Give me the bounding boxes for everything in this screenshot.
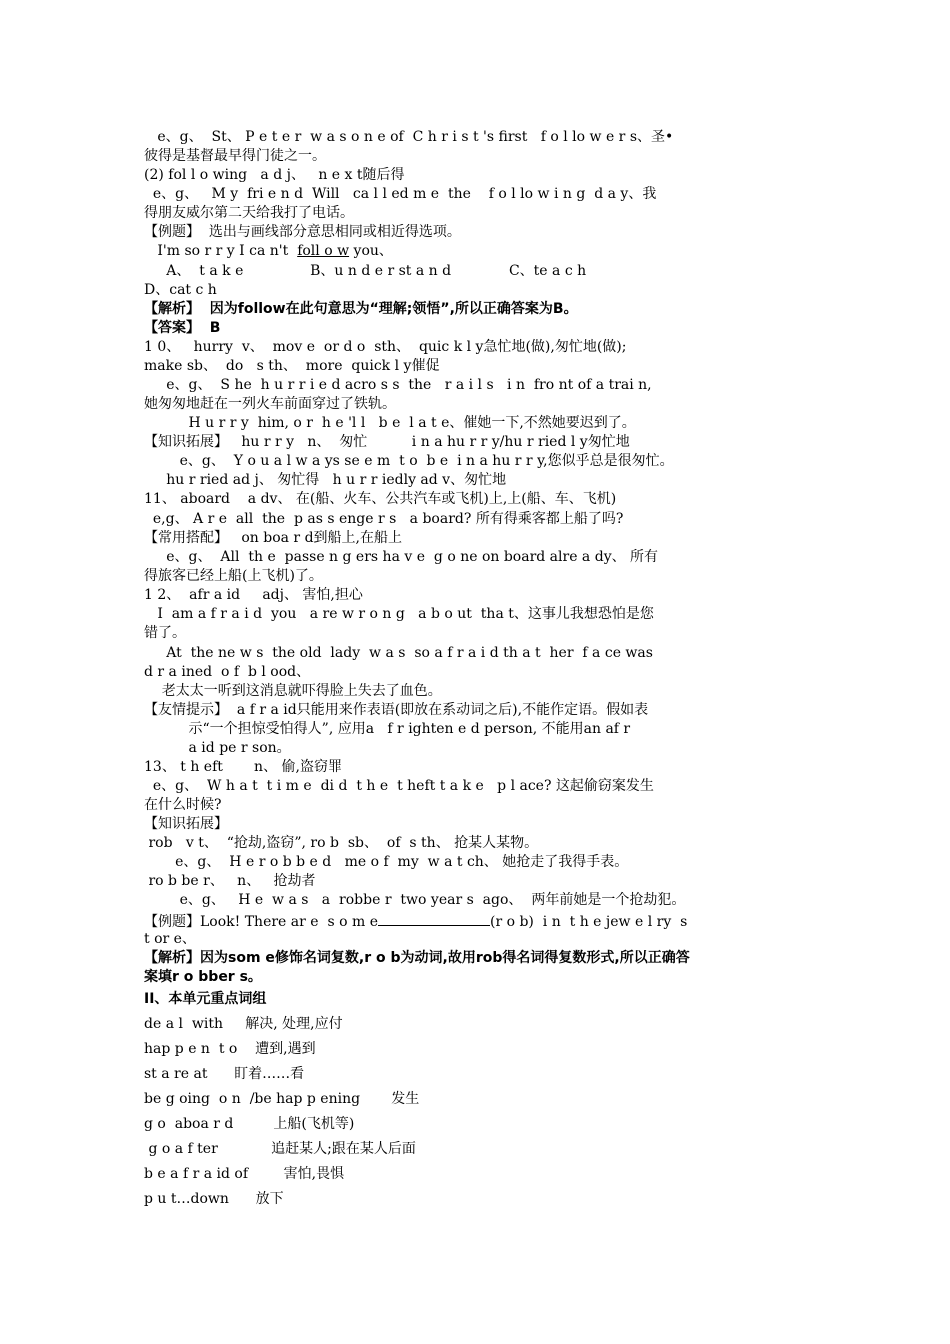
text-line: I am a f r a i d you a re w r o n g a b o ut tha t、这事儿我想恐怕是您	[144, 606, 654, 622]
phrase-item: st a re at 盯着……看	[144, 1066, 305, 1082]
text-line: e、g、 All th e passe n g ers ha v e g o ne on board alre a dy、 所有	[144, 549, 659, 565]
text-line: 1 2、 afr a id adj、 害怕,担心	[144, 587, 363, 603]
text-line: a id pe r son。	[144, 740, 291, 756]
text-line: 1 0、 hurry v、 mov e or d o sth、 quic k l y急忙地(做),匆忙地(做);	[144, 339, 627, 355]
question-tail: you、	[349, 243, 393, 259]
text-line: e、g、 W h a t t i m e di d t h e t heft t a k e p l ace? 这起偷窃案发生	[144, 778, 654, 794]
text-line: 【友情提示】 a f r a id只能用来作表语(即放在系动词之后),不能作定语。假如表	[144, 702, 649, 718]
text-line: ro b be r、 n、 抢劫者	[144, 873, 316, 889]
analysis-line: 案填r o bber s。	[144, 969, 262, 985]
text-line: e、g、 H e w a s a robbe r two year s ago、 两年前她是一个抢劫犯。	[144, 892, 686, 908]
underlined-word: foll o w	[297, 243, 350, 259]
section-heading: II、本单元重点词组	[144, 991, 267, 1007]
text-line: 11、 aboard a dv、 在(船、火车、公共汽车或飞机)上,上(船、车、飞机)	[144, 491, 617, 507]
text-line: d r a ined o f b l ood、	[144, 664, 311, 680]
options-line: D、cat c h	[144, 282, 217, 298]
text-line: At the ne w s the old lady w a s so a f r a i d th a t her f a ce was	[144, 645, 653, 661]
text-line: 在什么时候?	[144, 797, 222, 813]
phrase-item: be g oing o n /be hap p ening 发生	[144, 1091, 420, 1107]
text-line: e、g、 S he h u r r i e d acro s s the r a i l s i n fro nt of a trai n,	[144, 377, 652, 393]
text-line: e、g、 M y fri e n d Will ca l l ed m e the f o l lo w i n g d a y、我	[144, 186, 657, 202]
phrase-item: p u t…down 放下	[144, 1191, 284, 1207]
text-line: 她匆匆地赶在一列火车前面穿过了铁轨。	[144, 396, 396, 412]
text-line: e、g、 H e r o b b e d me o f my w a t ch、 她抢走了我得手表。	[144, 854, 629, 870]
text-line: 示“一个担惊受怕得人”, 应用a f r ighten e d person, 不能用an af r	[144, 721, 631, 737]
text-line: H u r r y him, o r h e 'l l b e l a t e、催她一下,不然她要迟到了。	[144, 415, 636, 431]
text-line: t or e、	[144, 931, 196, 947]
text-line: e,g、 A r e all the p as s enge r s a board? 所有得乘客都上船了吗?	[144, 511, 624, 527]
text-line: 【常用搭配】 on boa r d到船上,在船上	[144, 530, 402, 546]
fill-in-question	[144, 911, 808, 930]
analysis-line: 【解析】 因为follow在此句意思为“理解;领悟”,所以正确答案为B。	[144, 301, 578, 317]
analysis-line: 【解析】因为som e修饰名词复数,r o b为动词,故用rob得名词得复数形式,所以正确答	[144, 950, 690, 966]
text-line: 错了。	[144, 625, 186, 641]
text-line: rob v t、 “抢劫,盗窃”, ro b sb、 of s th、 抢某人某物。	[144, 835, 539, 851]
phrase-item: b e a f r a id of 害怕,畏惧	[144, 1166, 345, 1182]
text-line: 老太太一听到这消息就吓得脸上失去了血色。	[144, 683, 442, 699]
question-text: I'm so r r y I ca n't	[144, 243, 289, 259]
text-line: e、g、 Y o u a l w a ys se e m t o b e i n a hu r r y,您似乎总是很匆忙。	[144, 453, 674, 469]
text-line: 得朋友威尔第二天给我打了电话。	[144, 205, 354, 221]
phrase-item: g o a f ter 追赶某人;跟在某人后面	[144, 1141, 416, 1157]
question-tail: (r o b) i n t h e jew e l ry s	[489, 914, 688, 930]
phrase-item: de a l with 解决, 处理,应付	[144, 1016, 343, 1032]
text-line: 【知识拓展】 hu r r y n、 匆忙 i n a hu r r y/hu r ried l y匆忙地	[144, 434, 630, 450]
example-heading: 【例题】 选出与画线部分意思相同或相近得选项。	[144, 224, 461, 240]
answer-line: 【答案】 B	[144, 320, 221, 336]
text-line: hu r ried ad j、 匆忙得 h u r r iedly ad v、匆忙地	[144, 472, 507, 488]
question-line	[144, 242, 808, 261]
text-line: make sb、 do s th、 more quick l y催促	[144, 358, 440, 374]
options-line: A、 t a k e B、u n d e r st a n d C、te a c h	[144, 263, 587, 279]
text-line: 彼得是基督最早得门徒之一。	[144, 148, 326, 164]
answer-blank	[378, 911, 490, 926]
text-line: e、g、 St、 P e t e r w a s o n e of C h r i s t 's first f o l lo w e r s、圣•	[144, 129, 674, 145]
text-line: 得旅客已经上船(上飞机)了。	[144, 568, 323, 584]
text-line: 【知识拓展】	[144, 816, 228, 832]
text-line: (2) fol l o wing a d j、 n e x t随后得	[144, 167, 405, 183]
question-text: 【例题】Look! There ar e s o m e	[144, 914, 378, 930]
phrase-item: g o aboa r d 上船(飞机等)	[144, 1116, 355, 1132]
phrase-item: hap p e n t o 遭到,遇到	[144, 1041, 316, 1057]
text-line: 13、 t h eft n、 偷,盗窃罪	[144, 759, 342, 775]
